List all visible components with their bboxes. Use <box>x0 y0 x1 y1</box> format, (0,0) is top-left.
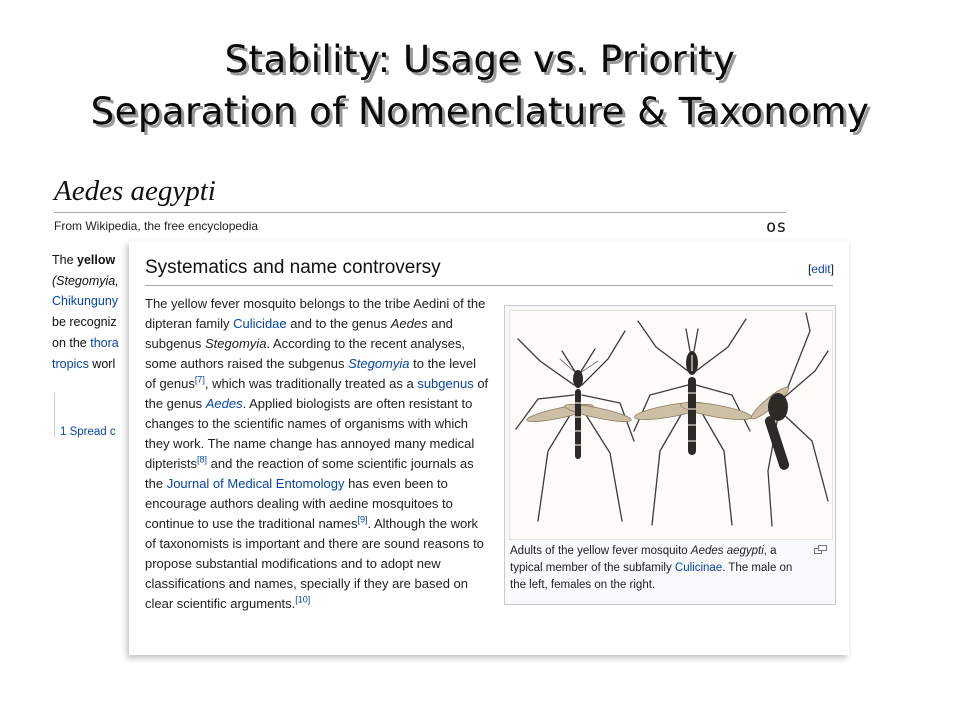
citation-8[interactable]: [8] <box>197 454 208 465</box>
intro-text: on the <box>52 336 91 350</box>
edit-bracket-open: [ <box>807 262 812 276</box>
enlarge-icon[interactable] <box>814 545 827 554</box>
edit-label[interactable]: edit <box>811 262 831 276</box>
intro-line-5 <box>52 336 119 350</box>
citation-9[interactable]: [9] <box>357 514 368 525</box>
slide-title-line-2: Separation of Nomenclature & Taxonomy <box>90 90 870 133</box>
culicidae-link[interactable]: Culicidae <box>233 316 287 331</box>
intro-text: worl <box>88 357 116 371</box>
tropics-link[interactable]: tropics <box>52 357 89 371</box>
figure-caption: Adults of the yellow fever mosquito Aedes aegypti, a typical member of the subfamily Culicinae. The male on the left, females on the right. <box>510 545 793 591</box>
thorax-link[interactable]: thora <box>90 336 119 350</box>
stegomyia-link[interactable]: Stegomyia <box>348 356 410 371</box>
toc-item-spread[interactable]: 1 Spread c <box>60 426 116 438</box>
systematics-section-panel <box>129 241 849 655</box>
figure-thumbnail <box>504 305 836 605</box>
chikungunya-link[interactable]: Chikunguny <box>52 294 119 308</box>
intro-line-1 <box>52 253 115 267</box>
subgenus-link[interactable]: subgenus <box>417 376 474 391</box>
toc-border <box>54 393 55 437</box>
intro-line-6 <box>52 357 115 371</box>
slide-title-line-1: Stability: Usage vs. Priority <box>224 38 736 81</box>
culicinae-link[interactable]: Culicinae <box>674 562 723 574</box>
citation-10[interactable]: [10] <box>295 594 311 605</box>
overflow-text: os <box>766 217 787 237</box>
intro-line-2: (Stegomyia, <box>52 274 119 288</box>
intro-bold-text: yellow <box>77 253 116 267</box>
mosquito-drawing <box>510 311 832 539</box>
section-paragraph: The yellow fever mosquito belongs to the tribe Aedini of the dipteran family Culicidae and to the genus Aedes and subgenus Stegomyia. According to the recent analyses, some authors raised the subgenus Stegomyia to the level of genus[7], which was traditionally treated as a subgenus of the genus Aedes. Applied biologists are often resistant to changes to the scientific names of organisms with which they work. The name change has annoyed many medical dipterists[8] and the reaction of some scientific journals as the Journal of Medical Entomology has even been to encourage authors dealing with aedine mosquitoes to continue to use the traditional names[9]. Although the work of taxonomists is important and there are sound reasons to propose substantial modifications and to adopt new classifications and names, specially if they are based on clear scientific arguments.[10] <box>145 296 489 611</box>
section-divider <box>145 285 833 286</box>
edit-section-link[interactable] <box>808 262 834 276</box>
section-heading: Systematics and name controversy <box>145 257 441 278</box>
aedes-link[interactable]: Aedes <box>205 396 243 411</box>
mosquito-illustration[interactable] <box>509 310 833 540</box>
intro-text: The <box>52 253 78 267</box>
citation-7[interactable]: [7] <box>194 374 205 385</box>
title-divider <box>54 212 786 213</box>
edit-bracket-close: ] <box>830 262 834 276</box>
intro-line-4: be recogniz <box>52 315 117 329</box>
article-title: Aedes aegypti <box>54 175 216 207</box>
article-subtitle: From Wikipedia, the free encyclopedia <box>54 219 259 233</box>
journal-link[interactable]: Journal of Medical Entomology <box>166 476 345 491</box>
